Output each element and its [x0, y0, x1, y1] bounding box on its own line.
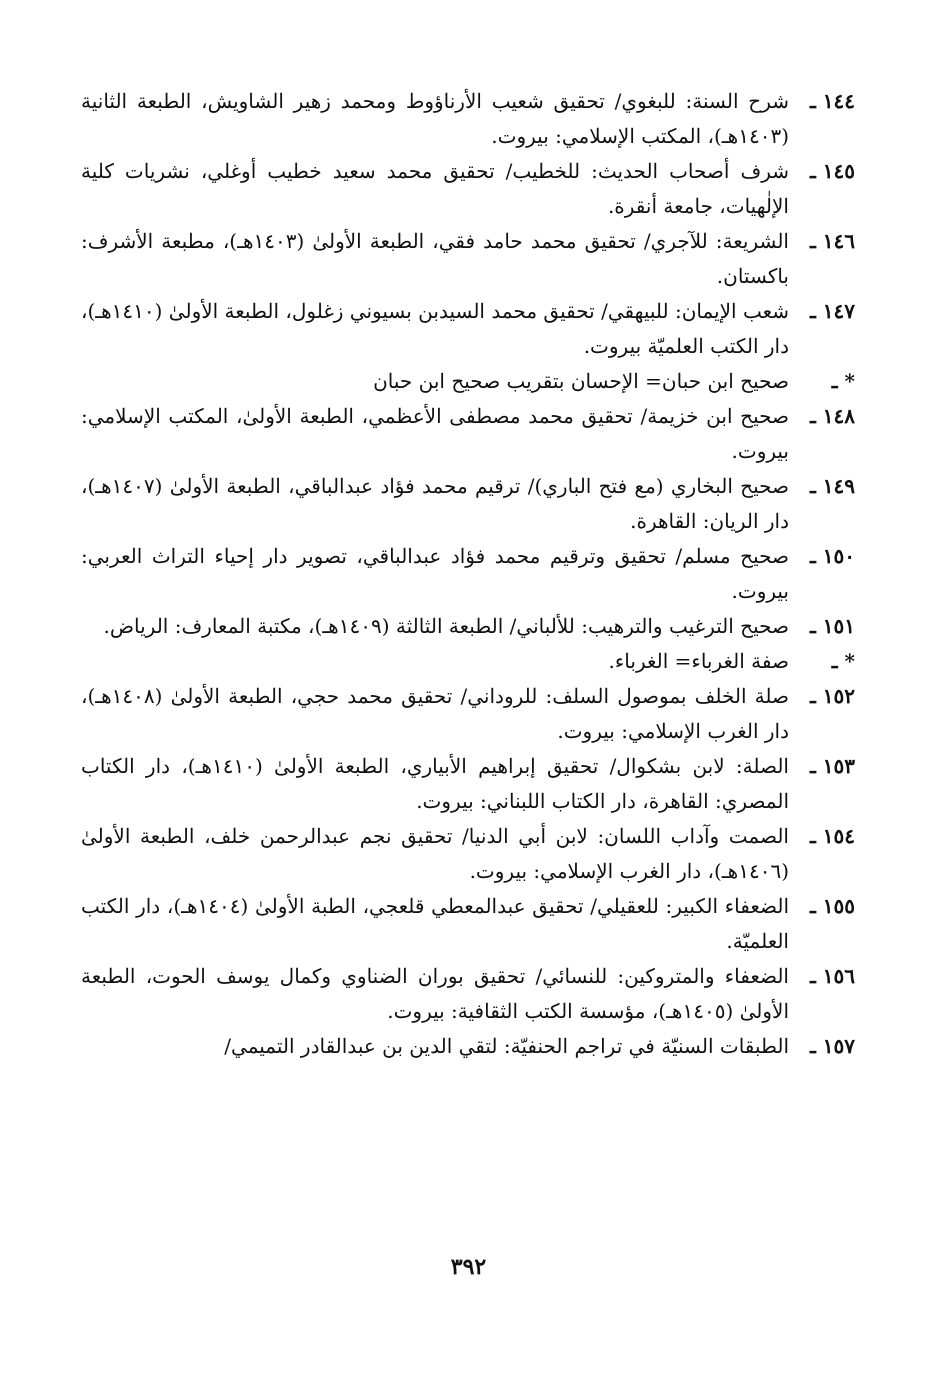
entry-text: صحيح البخاري (مع فتح الباري)/ ترقيم محمد فؤاد عبدالباقي، الطبعة الأولىٰ (١٤٠٧هـ)، دار الريان: القاهرة.	[81, 474, 789, 533]
entry-number: ١٥٦ ـ	[809, 964, 855, 988]
entry-text: شرف أصحاب الحديث: للخطيب/ تحقيق محمد سعيد خطيب أوغلي، نشريات كلية الإلٰهيات، جامعة أنقرة.	[81, 159, 789, 218]
entry-text: الطبقات السنيّة في تراجم الحنفيّة: لتقي الدين بن عبدالقادر التميمي/	[224, 1034, 789, 1058]
bibliography-entry	[81, 609, 855, 644]
bibliography-entry	[81, 294, 855, 364]
bibliography-entry	[81, 399, 855, 469]
entry-number: ١٤٧ ـ	[809, 299, 855, 323]
bibliography-entry	[81, 679, 855, 749]
entry-number: ١٤٨ ـ	[809, 404, 855, 428]
entry-number: ١٤٩ ـ	[809, 474, 855, 498]
entry-number: ١٥٥ ـ	[809, 894, 855, 918]
entry-text: صحيح الترغيب والترهيب: للألباني/ الطبعة الثالثة (١٤٠٩هـ)، مكتبة المعارف: الرياض.	[103, 614, 789, 638]
bibliography-entry	[81, 889, 855, 959]
entry-marker: * ـ	[831, 649, 855, 673]
bibliography-entry	[81, 539, 855, 609]
entry-text: الضعفاء والمتروكين: للنسائي/ تحقيق بوران الضناوي وكمال يوسف الحوت، الطبعة الأولىٰ (١٤٠٥هـ)، مؤسسة الكتب الثقافية: بيروت.	[81, 964, 789, 1023]
cross-reference-entry	[81, 364, 855, 399]
entry-number: ١٥٢ ـ	[809, 684, 855, 708]
entry-text: الصمت وآداب اللسان: لابن أبي الدنيا/ تحقيق نجم عبدالرحمن خلف، الطبعة الأولىٰ (١٤٠٦هـ)، دار الغرب الإسلامي: بيروت.	[81, 824, 789, 883]
entry-text: شرح السنة: للبغوي/ تحقيق شعيب الأرناؤوط ومحمد زهير الشاويش، الطبعة الثانية (١٤٠٣هـ)، المكتب الإسلامي: بيروت.	[81, 89, 789, 148]
entry-text: الضعفاء الكبير: للعقيلي/ تحقيق عبدالمعطي قلعجي، الطبة الأولىٰ (١٤٠٤هـ)، دار الكتب العلميّة.	[81, 894, 789, 953]
entry-number: ١٤٥ ـ	[809, 159, 855, 183]
entry-text: صلة الخلف بموصول السلف: للروداني/ تحقيق محمد حجي، الطبعة الأولىٰ (١٤٠٨هـ)، دار الغرب الإسلامي: بيروت.	[81, 684, 789, 743]
entry-number: ١٥٣ ـ	[809, 754, 855, 778]
entry-text: صحيح مسلم/ تحقيق وترقيم محمد فؤاد عبدالباقي، تصوير دار إحياء التراث العربي: بيروت.	[81, 544, 789, 603]
entry-text: شعب الإيمان: للبيهقي/ تحقيق محمد السيدبن بسيوني زغلول، الطبعة الأولىٰ (١٤١٠هـ)، دار الكتب العلميّة بيروت.	[81, 299, 789, 358]
bibliography-entry	[81, 84, 855, 154]
cross-reference-entry	[81, 644, 855, 679]
bibliography-entry	[81, 819, 855, 889]
bibliography-entry	[81, 749, 855, 819]
entry-text: صفة الغرباء= الغرباء.	[608, 649, 789, 673]
bibliography-entry	[81, 1029, 855, 1064]
bibliography-list	[81, 84, 855, 1064]
bibliography-entry	[81, 959, 855, 1029]
entry-number: ١٥٧ ـ	[809, 1034, 855, 1058]
bibliography-entry	[81, 469, 855, 539]
bibliography-entry	[81, 224, 855, 294]
entry-text: صحيح ابن حبان= الإحسان بتقريب صحيح ابن حبان	[373, 369, 789, 393]
entry-text: الشريعة: للآجري/ تحقيق محمد حامد فقي، الطبعة الأولىٰ (١٤٠٣هـ)، مطبعة الأشرف: باكستان.	[81, 229, 789, 288]
entry-text: الصلة: لابن بشكوال/ تحقيق إبراهيم الأبياري، الطبعة الأولىٰ (١٤١٠هـ)، دار الكتاب المصري: القاهرة، دار الكتاب اللبناني: بيروت.	[81, 754, 789, 813]
page-number: ٣٩٢	[450, 1254, 487, 1280]
entry-number: ١٤٤ ـ	[809, 89, 855, 113]
entry-marker: * ـ	[831, 369, 855, 393]
entry-text: صحيح ابن خزيمة/ تحقيق محمد مصطفى الأعظمي، الطبعة الأولىٰ، المكتب الإسلامي: بيروت.	[81, 404, 789, 463]
entry-number: ١٤٦ ـ	[809, 229, 855, 253]
entry-number: ١٥٠ ـ	[809, 544, 855, 568]
entry-number: ١٥١ ـ	[809, 614, 855, 638]
entry-number: ١٥٤ ـ	[809, 824, 855, 848]
bibliography-entry	[81, 154, 855, 224]
